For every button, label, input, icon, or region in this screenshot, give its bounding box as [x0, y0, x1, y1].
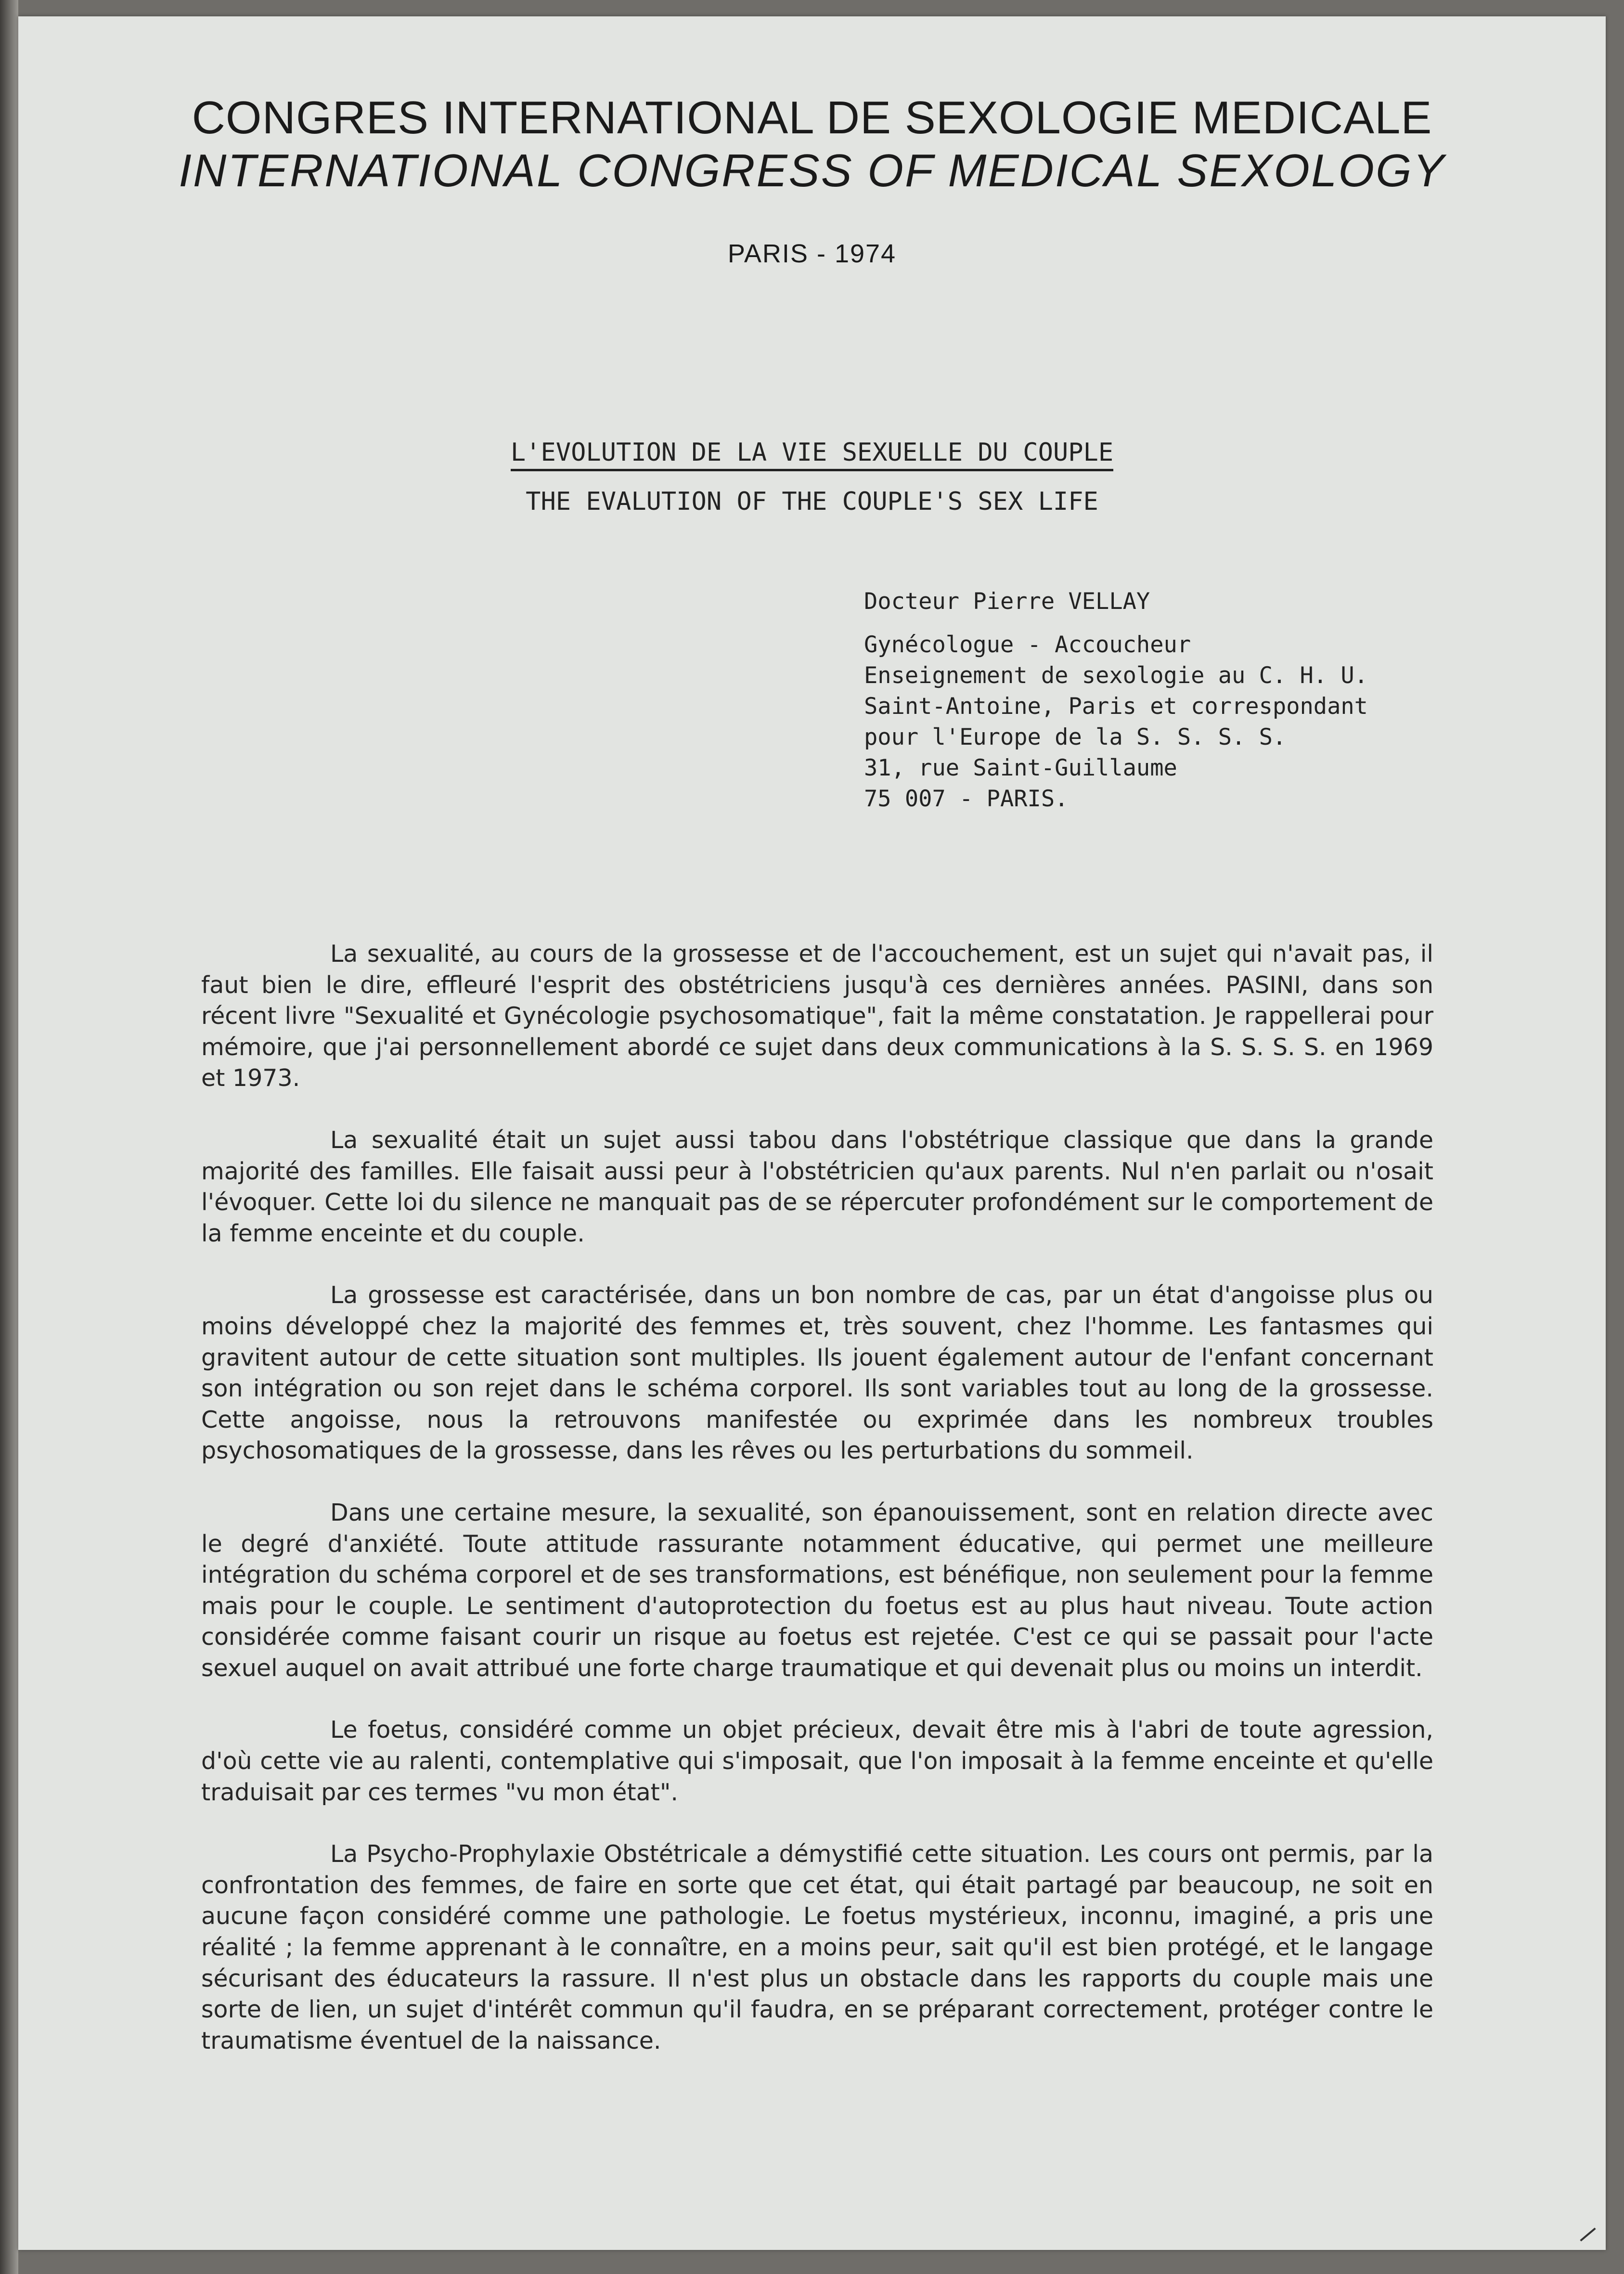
- author-line: Enseignement de sexologie au C. H. U.: [864, 662, 1368, 689]
- paragraph: La grossesse est caractérisée, dans un bon nombre de cas, par un état d'angoisse plus ou moins développé chez la majorité des femmes et, très souvent, chez l'homme. Les fantasmes qui gravitent autour de cette situation sont multiples. Ils jouent également autour de l'enfant concernant son intégration ou son rejet dans le schéma corporel. Ils sont variables tout au long de la grossesse. Cette angoisse, nous la retrouvons manifestée ou exprimée dans les nombreux troubles psychosomatiques de la grossesse, dans les rêves ou les perturbations du sommeil.: [201, 1281, 1433, 1465]
- congress-title-fr: CONGRES INTERNATIONAL DE SEXOLOGIE MEDICALE: [192, 92, 1432, 143]
- article-body: [201, 939, 1433, 2087]
- author-line: Saint-Antoine, Paris et correspondant: [864, 693, 1368, 720]
- author-line: 31, rue Saint-Guillaume: [864, 755, 1177, 781]
- article-title-fr: L'EVOLUTION DE LA VIE SEXUELLE DU COUPLE: [0, 438, 1624, 467]
- author-block: [864, 586, 1490, 814]
- paragraph: La Psycho-Prophylaxie Obstétricale a démystifié cette situation. Les cours ont permis, par la confrontation des femmes, de faire en sorte que cet état, qui était partagé par beaucoup, ne soit en aucune façon considéré comme une pathologie. Le foetus mystérieux, inconnu, imaginé, a pris une réalité ; la femme apprenant à le connaître, en a moins peur, sait qu'il est bien protégé, et le langage sécurisant des éducateurs la rassure. Il n'est plus un obstacle dans les rapports du couple mais une sorte de lien, un sujet d'intérêt commun qu'il faudra, en se préparant correctement, protéger contre le traumatisme éventuel de la naissance.: [201, 1840, 1433, 2054]
- paragraph: Le foetus, considéré comme un objet précieux, devait être mis à l'abri de toute agression, d'où cette vie au ralenti, contemplative qui s'imposait, que l'on imposait à la femme enceinte et qu'elle traduisait par ces termes "vu mon état".: [201, 1716, 1433, 1806]
- article-title-en: THE EVALUTION OF THE COUPLE'S SEX LIFE: [526, 487, 1098, 516]
- congress-title-en: INTERNATIONAL CONGRESS OF MEDICAL SEXOLOGY: [179, 145, 1445, 196]
- author-line: 75 007 - PARIS.: [864, 786, 1069, 812]
- author-line: pour l'Europe de la S. S. S. S.: [864, 724, 1287, 750]
- paragraph: La sexualité était un sujet aussi tabou dans l'obstétrique classique que dans la grande majorité des familles. Elle faisait aussi peur à l'obstétricien qu'aux parents. Nul n'en parlait ou n'osait l'évoquer. Cette loi du silence ne manquait pas de se répercuter profondément sur le comportement de la femme enceinte et du couple.: [201, 1126, 1433, 1247]
- congress-place-date: PARIS - 1974: [727, 239, 897, 268]
- paragraph: La sexualité, au cours de la grossesse et de l'accouchement, est un sujet qui n'avait pas, il faut bien le dire, effleuré l'esprit des obstétriciens jusqu'à ces dernières années. PASINI, dans son récent livre "Sexualité et Gynécologie psychosomatique", fait la même constatation. Je rappellerai pour mémoire, que j'ai personnellement abordé ce sujet dans deux communications à la S. S. S. S. en 1969 et 1973.: [201, 940, 1433, 1092]
- author-line: Gynécologue - Accoucheur: [864, 632, 1191, 658]
- paragraph: Dans une certaine mesure, la sexualité, son épanouissement, sont en relation directe avec le degré d'anxiété. Toute attitude rassurante notamment éducative, qui permet une meilleure intégration du schéma corporel et de ses transformations, est bénéfique, non seulement pour la femme mais pour le couple. Le sentiment d'autoprotection du foetus est au plus haut niveau. Toute action considérée comme faisant courir un risque au foetus est rejetée. C'est ce qui se passait pour l'acte sexuel auquel on avait attribué une forte charge traumatique et qui devenait plus ou moins un interdit.: [201, 1499, 1433, 1682]
- scanner-edge: [0, 0, 18, 2274]
- author-name: Docteur Pierre VELLAY: [864, 588, 1150, 615]
